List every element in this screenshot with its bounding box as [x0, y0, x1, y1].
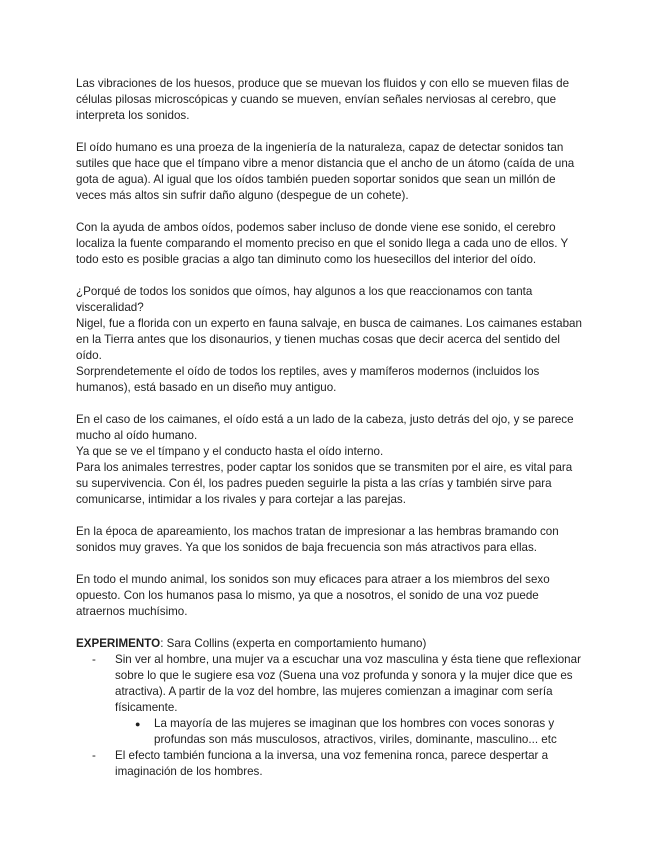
- list-item: [76, 652, 586, 748]
- list-item: [115, 716, 586, 748]
- paragraph-gap: [76, 508, 586, 524]
- experiment-subject: : Sara Collins (experta en comportamiento humano): [160, 637, 427, 650]
- paragraph-3: Con la ayuda de ambos oídos, podemos saber incluso de donde viene ese sonido, el cerebro localiza la fuente comparando el momento preciso en que el sonido llega a cada uno de ellos. Y todo esto es posible gracias a algo tan diminuto como los huesecillos del interior del oído.: [76, 221, 568, 266]
- list-item: [76, 748, 586, 780]
- paragraph-gap: [76, 620, 586, 636]
- paragraph-nigel: Nigel, fue a florida con un experto en fauna salvaje, en busca de caimanes. Los caimanes estaban en la Tierra antes que los disonaurios, y tienen muchas cosas que decir acerca del sentido del oído.: [76, 317, 582, 362]
- paragraph-2: El oído humano es una proeza de la ingeniería de la naturaleza, capaz de detectar sonidos tan sutiles que hace que el tímpano vibre a menor distancia que el ancho de un átomo (caída de una gota de agua). Al igual que los oídos también pueden soportar sonidos que sean un millón de veces más altos sin sufrir daño alguno (despegue de un cohete).: [76, 141, 575, 202]
- paragraph-gap: [76, 124, 586, 140]
- list-item-text: La mayoría de las mujeres se imaginan que los hombres con voces sonoras y profundas son más musculosos, atractivos, viriles, dominante, masculino... etc: [154, 717, 557, 746]
- experiment-list: [76, 652, 586, 780]
- paragraph-apareamiento: En la época de apareamiento, los machos tratan de impresionar a las hembras bramando con sonidos muy graves. Ya que los sonidos de baja frecuencia son más atractivos para ellas.: [76, 525, 559, 554]
- paragraph-gap: [76, 396, 586, 412]
- paragraph-caimanes-ear: En el caso de los caimanes, el oído está a un lado de la cabeza, justo detrás del ojo, y se parece mucho al oído humano.: [76, 413, 574, 442]
- paragraph-ancient-design: Sorprendetemente el oído de todos los reptiles, aves y mamíferos modernos (incluidos los humanos), está basado en un diseño muy antiguo.: [76, 365, 540, 394]
- paragraph-question: ¿Porqué de todos los sonidos que oímos, hay algunos a los que reaccionamos con tanta visceralidad?: [76, 285, 533, 314]
- experiment-sublist: [115, 716, 586, 748]
- list-item-text: Sin ver al hombre, una mujer va a escuchar una voz masculina y ésta tiene que reflexionar sobre lo que le sugiere esa voz (Suena una voz profunda y sonora y la mujer dice que es atractiva). A partir de la voz del hombre, las mujeres comienzan a imaginar com sería físicamente.: [115, 653, 581, 714]
- paragraph-terrestres: Para los animales terrestres, poder captar los sonidos que se transmiten por el aire, es vital para su supervivencia. Con él, los padres pueden seguirle la pista a las crías y también sirve para comunicarse, intimidar a los rivales y para cortejar a las parejas.: [76, 461, 573, 506]
- experiment-label: EXPERIMENTO: [76, 637, 161, 650]
- paragraph-1: Las vibraciones de los huesos, produce que se muevan los fluidos y con ello se mueven filas de células pilosas microscópicas y cuando se mueven, envían señales nerviosas al cerebro, que interpreta los sonidos.: [76, 77, 570, 122]
- paragraph-gap: [76, 268, 586, 284]
- paragraph-gap: [76, 556, 586, 572]
- experiment-heading: [76, 636, 586, 652]
- paragraph-mundo-animal: En todo el mundo animal, los sonidos son muy eficaces para atraer a los miembros del sexo opuesto. Con los humanos pasa lo mismo, ya que a nosotros, el sonido de una voz puede atraernos muchísimo.: [76, 573, 550, 618]
- paragraph-gap: [76, 204, 586, 220]
- list-item-text: El efecto también funciona a la inversa, una voz femenina ronca, parece despertar a imaginación de los hombres.: [115, 749, 549, 778]
- paragraph-timpano: Ya que se ve el tímpano y el conducto hasta el oído interno.: [76, 445, 384, 458]
- document-page: [76, 76, 586, 780]
